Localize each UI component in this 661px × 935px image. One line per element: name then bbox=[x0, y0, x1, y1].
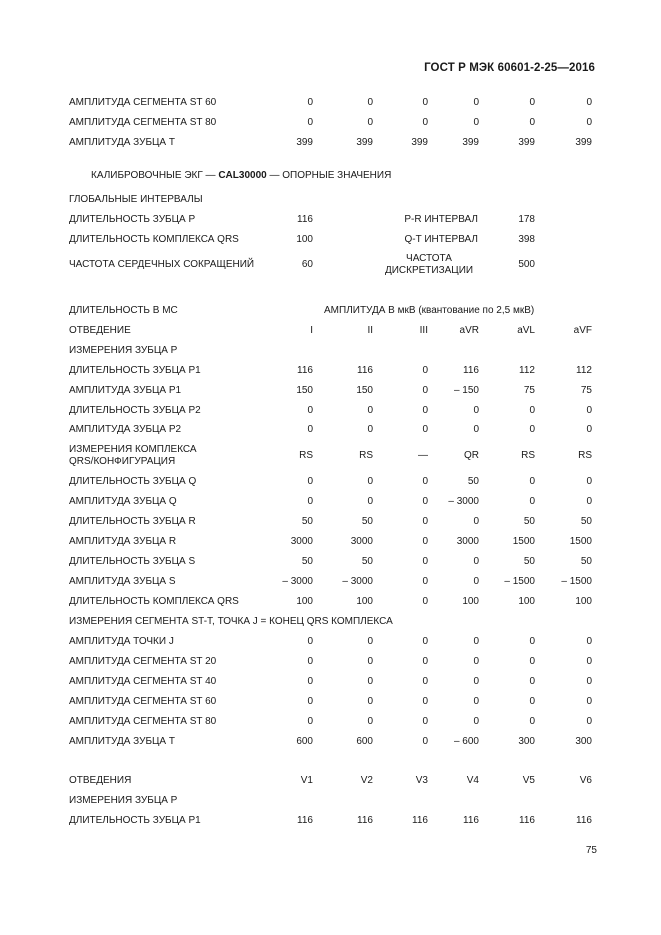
cell-iii: 0 bbox=[422, 536, 428, 547]
cell-ii: 600 bbox=[356, 736, 373, 747]
row-label: ДЛИТЕЛЬНОСТЬ ЗУБЦА Р1 bbox=[69, 815, 201, 826]
cell-iii: 0 bbox=[422, 476, 428, 487]
lead-avf: aVF bbox=[573, 325, 592, 336]
lead-avl: aVL bbox=[517, 325, 535, 336]
qt-interval-label: Q-T ИНТЕРВАЛ bbox=[404, 234, 478, 245]
lead-v2: V2 bbox=[360, 775, 373, 786]
cell-avl: 0 bbox=[529, 696, 535, 707]
cell-avf: 399 bbox=[575, 137, 592, 148]
row-label: ДЛИТЕЛЬНОСТЬ ЗУБЦА Р1 bbox=[69, 365, 201, 376]
table-row bbox=[0, 496, 661, 510]
row-label: АМПЛИТУДА ТОЧКИ J bbox=[69, 636, 174, 647]
cell-i: 3000 bbox=[290, 536, 313, 547]
cell-i: 0 bbox=[307, 716, 313, 727]
cell-avr: 0 bbox=[473, 716, 479, 727]
cell-i: 0 bbox=[307, 117, 313, 128]
row-label: АМПЛИТУДА СЕГМЕНТА ST 60 bbox=[69, 696, 217, 707]
cell-avl: 100 bbox=[518, 596, 535, 607]
cell-avf: 0 bbox=[586, 656, 592, 667]
cell-ii: 100 bbox=[356, 596, 373, 607]
cell-v5: 116 bbox=[519, 815, 535, 826]
cell-avr: 0 bbox=[473, 516, 479, 527]
cell-ii: 0 bbox=[367, 716, 373, 727]
cell-avf: 300 bbox=[575, 736, 592, 747]
cell-ii: 0 bbox=[367, 476, 373, 487]
st-section-title: ИЗМЕРЕНИЯ СЕГМЕНТА ST-T, ТОЧКА J = КОНЕЦ QRS КОМПЛЕКСА bbox=[69, 616, 393, 627]
cell-ii: 399 bbox=[356, 137, 373, 148]
row-label: АМПЛИТУДА ЗУБЦА S bbox=[69, 576, 176, 587]
table-row bbox=[0, 97, 661, 111]
table-row bbox=[0, 137, 661, 151]
cell-avr: 0 bbox=[473, 676, 479, 687]
section-title-prefix: КАЛИБРОВОЧНЫЕ ЭКГ — bbox=[91, 170, 219, 181]
p-duration-value: 116 bbox=[297, 214, 313, 225]
cell-ii: 0 bbox=[367, 424, 373, 435]
cell-avr: 0 bbox=[473, 97, 479, 108]
cell-avl: 0 bbox=[529, 405, 535, 416]
row-label: АМПЛИТУДА ЗУБЦА R bbox=[69, 536, 177, 547]
cell-avf: 0 bbox=[586, 696, 592, 707]
cell-avf: 0 bbox=[586, 676, 592, 687]
cell-avr: 399 bbox=[462, 137, 479, 148]
cell-avr: 0 bbox=[473, 405, 479, 416]
lead-v1: V1 bbox=[300, 775, 313, 786]
cell-avr: 0 bbox=[473, 424, 479, 435]
sampling-rate-label bbox=[378, 253, 480, 277]
cell-avr: 0 bbox=[473, 117, 479, 128]
qrs-config-row bbox=[0, 450, 661, 464]
cell-avl: 112 bbox=[519, 365, 535, 376]
row-label: ДЛИТЕЛЬНОСТЬ ЗУБЦА S bbox=[69, 556, 196, 567]
section-title-suffix: — ОПОРНЫЕ ЗНАЧЕНИЯ bbox=[266, 170, 392, 181]
table-row bbox=[0, 716, 661, 730]
pr-interval-label: P-R ИНТЕРВАЛ bbox=[404, 214, 478, 225]
cell-iii: — bbox=[418, 450, 428, 461]
cell-ii: 0 bbox=[367, 696, 373, 707]
qrs-duration-value: 100 bbox=[296, 234, 313, 245]
page-number: 75 bbox=[585, 845, 597, 856]
sampling-rate-label-line1: ЧАСТОТА bbox=[406, 253, 452, 264]
lead-v6: V6 bbox=[579, 775, 592, 786]
cell-avl: 300 bbox=[518, 736, 535, 747]
cell-avf: 100 bbox=[575, 596, 592, 607]
cell-iii: 0 bbox=[422, 736, 428, 747]
sampling-rate-label-line2: ДИСКРЕТИЗАЦИИ bbox=[384, 265, 474, 276]
cell-avf: – 1500 bbox=[561, 576, 592, 587]
row-label: АМПЛИТУДА ЗУБЦА Q bbox=[69, 496, 177, 507]
cell-avf: 0 bbox=[586, 476, 592, 487]
cell-iii: 0 bbox=[422, 596, 428, 607]
chest-leads-header-label: ОТВЕДЕНИЯ bbox=[69, 775, 132, 786]
p-section-title-chest: ИЗМЕРЕНИЯ ЗУБЦА Р bbox=[69, 795, 178, 806]
table-row bbox=[0, 636, 661, 650]
sampling-rate-value: 500 bbox=[518, 259, 535, 270]
cell-avf: 50 bbox=[580, 516, 592, 527]
cell-avl: 1500 bbox=[512, 536, 535, 547]
cell-avr: 0 bbox=[473, 696, 479, 707]
cell-iii: 0 bbox=[422, 424, 428, 435]
cell-v3: 116 bbox=[412, 815, 428, 826]
cell-avr: QR bbox=[464, 450, 479, 461]
cell-avf: 0 bbox=[586, 405, 592, 416]
cell-ii: 0 bbox=[367, 636, 373, 647]
amplitude-units: АМПЛИТУДА В мкВ (квантование по 2,5 мкВ) bbox=[324, 305, 535, 316]
cell-avr: 0 bbox=[473, 556, 479, 567]
cell-avl: 50 bbox=[523, 556, 535, 567]
cell-iii: 0 bbox=[422, 636, 428, 647]
cell-avf: RS bbox=[578, 450, 592, 461]
cell-v1: 116 bbox=[297, 815, 313, 826]
cell-iii: 399 bbox=[411, 137, 428, 148]
table-row bbox=[0, 736, 661, 750]
cell-avl: 50 bbox=[523, 516, 535, 527]
cell-i: 150 bbox=[296, 385, 313, 396]
leads-header-row bbox=[0, 325, 661, 339]
cell-avl: 0 bbox=[529, 424, 535, 435]
cell-iii: 0 bbox=[422, 97, 428, 108]
row-label: АМПЛИТУДА ЗУБЦА Т bbox=[69, 736, 175, 747]
cell-avr: 0 bbox=[473, 576, 479, 587]
cell-ii: 116 bbox=[357, 365, 373, 376]
heart-rate-value: 60 bbox=[301, 259, 313, 270]
table-row bbox=[0, 556, 661, 570]
cell-ii: 0 bbox=[367, 117, 373, 128]
table-row bbox=[0, 676, 661, 690]
chest-leads-header-row bbox=[0, 775, 661, 789]
cell-avr: – 150 bbox=[453, 385, 479, 396]
cell-iii: 0 bbox=[422, 117, 428, 128]
cell-i: 0 bbox=[307, 696, 313, 707]
cell-ii: 50 bbox=[361, 556, 373, 567]
lead-v4: V4 bbox=[466, 775, 479, 786]
cell-avl: 0 bbox=[529, 117, 535, 128]
lead-iii: III bbox=[419, 325, 428, 336]
cell-iii: 0 bbox=[422, 365, 428, 376]
cell-iii: 0 bbox=[422, 516, 428, 527]
cell-ii: 3000 bbox=[350, 536, 373, 547]
cell-avf: 0 bbox=[586, 636, 592, 647]
cell-i: 0 bbox=[307, 676, 313, 687]
cell-i: – 3000 bbox=[282, 576, 313, 587]
cell-avl: – 1500 bbox=[504, 576, 535, 587]
section-title bbox=[91, 170, 391, 181]
table-row bbox=[0, 476, 661, 490]
cell-ii: 0 bbox=[367, 97, 373, 108]
table-row bbox=[0, 815, 661, 829]
cell-avr: – 3000 bbox=[448, 496, 479, 507]
cell-v4: 116 bbox=[463, 815, 479, 826]
cell-i: 399 bbox=[296, 137, 313, 148]
row-label: ДЛИТЕЛЬНОСТЬ ЗУБЦА R bbox=[69, 516, 196, 527]
cell-iii: 0 bbox=[422, 716, 428, 727]
row-label: АМПЛИТУДА СЕГМЕНТА ST 80 bbox=[69, 117, 217, 128]
cell-ii: 0 bbox=[367, 656, 373, 667]
cell-i: 0 bbox=[307, 97, 313, 108]
cell-ii: 150 bbox=[356, 385, 373, 396]
cell-avl: 399 bbox=[518, 137, 535, 148]
table-row bbox=[0, 424, 661, 438]
cell-ii: – 3000 bbox=[342, 576, 373, 587]
row-label: АМПЛИТУДА ЗУБЦА Т bbox=[69, 137, 175, 148]
cell-avl: 75 bbox=[523, 385, 535, 396]
lead-ii: II bbox=[367, 325, 373, 336]
cell-avf: 50 bbox=[580, 556, 592, 567]
table-row bbox=[0, 516, 661, 530]
qrs-config-label-line1: ИЗМЕРЕНИЯ КОМПЛЕКСА bbox=[69, 444, 197, 455]
row-label: АМПЛИТУДА СЕГМЕНТА ST 60 bbox=[69, 97, 217, 108]
cell-avl: 0 bbox=[529, 716, 535, 727]
cell-iii: 0 bbox=[422, 496, 428, 507]
row-label: ДЛИТЕЛЬНОСТЬ ЗУБЦА Р2 bbox=[69, 405, 201, 416]
cell-avf: 75 bbox=[580, 385, 592, 396]
table-row bbox=[0, 385, 661, 399]
cell-i: 0 bbox=[307, 405, 313, 416]
cell-avl: 0 bbox=[529, 496, 535, 507]
cell-avr: 0 bbox=[473, 636, 479, 647]
cell-avr: – 600 bbox=[453, 736, 479, 747]
cell-iii: 0 bbox=[422, 656, 428, 667]
cell-iii: 0 bbox=[422, 556, 428, 567]
p-duration-label: ДЛИТЕЛЬНОСТЬ ЗУБЦА Р bbox=[69, 214, 196, 225]
cell-avf: 0 bbox=[586, 117, 592, 128]
cell-i: 100 bbox=[296, 596, 313, 607]
cell-ii: 50 bbox=[361, 516, 373, 527]
row-label: ДЛИТЕЛЬНОСТЬ КОМПЛЕКСА QRS bbox=[69, 596, 239, 607]
cell-i: 0 bbox=[307, 656, 313, 667]
lead-v3: V3 bbox=[415, 775, 428, 786]
table-row bbox=[0, 365, 661, 379]
document-header: ГОСТ Р МЭК 60601-2-25—2016 bbox=[424, 62, 595, 74]
cell-ii: RS bbox=[359, 450, 373, 461]
cell-iii: 0 bbox=[422, 385, 428, 396]
row-label: ДЛИТЕЛЬНОСТЬ ЗУБЦА Q bbox=[69, 476, 197, 487]
row-label: АМПЛИТУДА СЕГМЕНТА ST 20 bbox=[69, 656, 217, 667]
cell-i: 50 bbox=[301, 516, 313, 527]
cell-iii: 0 bbox=[422, 676, 428, 687]
table-row bbox=[0, 656, 661, 670]
lead-avr: aVR bbox=[459, 325, 479, 336]
row-label: АМПЛИТУДА ЗУБЦА Р2 bbox=[69, 424, 182, 435]
qt-interval-value: 398 bbox=[518, 234, 535, 245]
cell-avl: 0 bbox=[529, 636, 535, 647]
cell-i: 116 bbox=[297, 365, 313, 376]
cell-ii: 0 bbox=[367, 676, 373, 687]
qrs-duration-label: ДЛИТЕЛЬНОСТЬ КОМПЛЕКСА QRS bbox=[69, 234, 239, 245]
qrs-config-label-line2: QRS/КОНФИГУРАЦИЯ bbox=[69, 456, 176, 467]
cell-avf: 1500 bbox=[569, 536, 592, 547]
cell-avl: RS bbox=[521, 450, 535, 461]
section-title-code: CAL30000 bbox=[218, 170, 267, 181]
cell-avl: 0 bbox=[529, 476, 535, 487]
cell-avr: 0 bbox=[473, 656, 479, 667]
cell-i: 0 bbox=[307, 476, 313, 487]
lead-i: I bbox=[310, 325, 313, 336]
global-intervals-title: ГЛОБАЛЬНЫЕ ИНТЕРВАЛЫ bbox=[69, 194, 203, 205]
table-row bbox=[0, 576, 661, 590]
cell-v6: 116 bbox=[576, 815, 592, 826]
cell-avf: 112 bbox=[576, 365, 592, 376]
heart-rate-label: ЧАСТОТА СЕРДЕЧНЫХ СОКРАЩЕНИЙ bbox=[69, 259, 255, 270]
cell-avf: 0 bbox=[586, 716, 592, 727]
cell-ii: 0 bbox=[367, 496, 373, 507]
table-row bbox=[0, 405, 661, 419]
cell-i: 0 bbox=[307, 636, 313, 647]
p-section-title: ИЗМЕРЕНИЯ ЗУБЦА Р bbox=[69, 345, 178, 356]
cell-i: 50 bbox=[301, 556, 313, 567]
leads-header-label: ОТВЕДЕНИЕ bbox=[69, 325, 131, 336]
cell-iii: 0 bbox=[422, 576, 428, 587]
cell-v2: 116 bbox=[357, 815, 373, 826]
cell-avl: 0 bbox=[529, 676, 535, 687]
table-row bbox=[0, 596, 661, 610]
cell-avf: 0 bbox=[586, 424, 592, 435]
cell-i: 600 bbox=[296, 736, 313, 747]
cell-ii: 0 bbox=[367, 405, 373, 416]
row-label: АМПЛИТУДА СЕГМЕНТА ST 80 bbox=[69, 716, 217, 727]
cell-avf: 0 bbox=[586, 496, 592, 507]
lead-v5: V5 bbox=[522, 775, 535, 786]
table-row bbox=[0, 536, 661, 550]
cell-avl: 0 bbox=[529, 656, 535, 667]
cell-i: 0 bbox=[307, 424, 313, 435]
row-label: АМПЛИТУДА СЕГМЕНТА ST 40 bbox=[69, 676, 217, 687]
row-label: АМПЛИТУДА ЗУБЦА Р1 bbox=[69, 385, 182, 396]
cell-i: 0 bbox=[307, 496, 313, 507]
cell-i: RS bbox=[299, 450, 313, 461]
duration-units: ДЛИТЕЛЬНОСТЬ В МС bbox=[69, 305, 178, 316]
cell-avf: 0 bbox=[586, 97, 592, 108]
pr-interval-value: 178 bbox=[518, 214, 535, 225]
cell-avr: 100 bbox=[462, 596, 479, 607]
cell-avr: 3000 bbox=[456, 536, 479, 547]
cell-avr: 116 bbox=[463, 365, 479, 376]
table-row bbox=[0, 696, 661, 710]
cell-iii: 0 bbox=[422, 696, 428, 707]
cell-avr: 50 bbox=[467, 476, 479, 487]
cell-avl: 0 bbox=[529, 97, 535, 108]
cell-iii: 0 bbox=[422, 405, 428, 416]
table-row bbox=[0, 117, 661, 131]
